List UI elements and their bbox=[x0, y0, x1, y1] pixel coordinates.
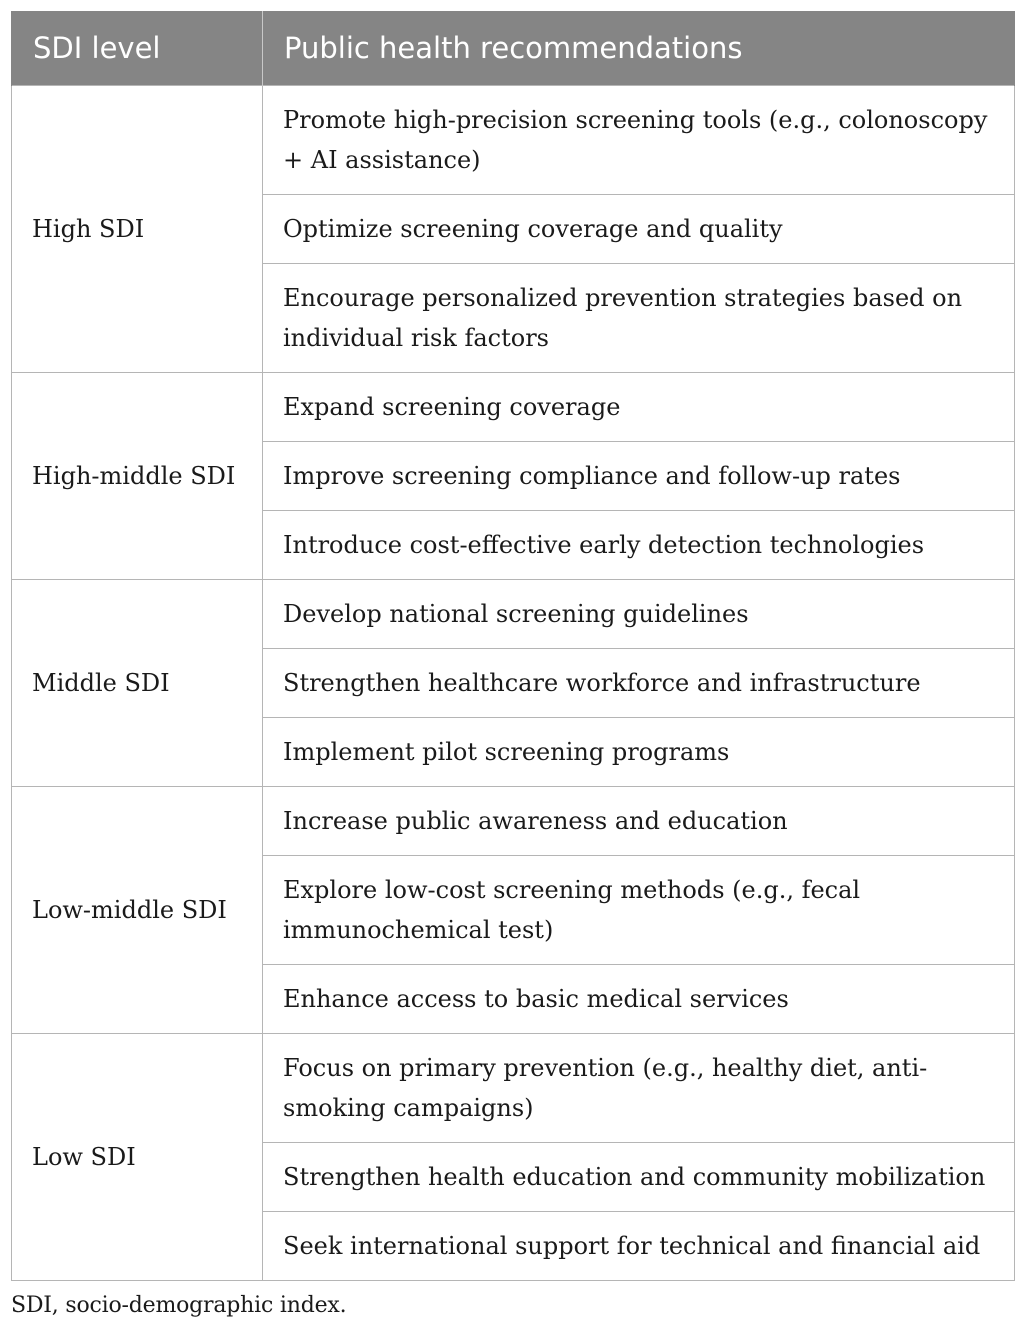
recommendation-cell: Increase public awareness and education bbox=[263, 787, 1015, 856]
recommendation-cell: Explore low-cost screening methods (e.g., fecal immunochemical test) bbox=[263, 856, 1015, 965]
recommendation-cell: Strengthen healthcare workforce and infrastructure bbox=[263, 649, 1015, 718]
recommendation-cell: Seek international support for technical and financial aid bbox=[263, 1212, 1015, 1281]
header-sdi-level: SDI level bbox=[12, 11, 263, 86]
recommendations-table-container bbox=[11, 11, 1014, 1281]
recommendation-cell: Promote high-precision screening tools (e.g., colonoscopy + AI assistance) bbox=[263, 86, 1015, 195]
recommendation-cell: Optimize screening coverage and quality bbox=[263, 195, 1015, 264]
sdi-level-cell: High-middle SDI bbox=[12, 373, 263, 580]
recommendation-cell: Improve screening compliance and follow-up rates bbox=[263, 442, 1015, 511]
recommendation-cell: Develop national screening guidelines bbox=[263, 580, 1015, 649]
recommendation-cell: Enhance access to basic medical services bbox=[263, 965, 1015, 1034]
header-recommendations: Public health recommendations bbox=[263, 11, 1015, 86]
recommendation-cell: Implement pilot screening programs bbox=[263, 718, 1015, 787]
sdi-level-cell: Middle SDI bbox=[12, 580, 263, 787]
table-row bbox=[12, 1034, 1015, 1143]
recommendation-cell: Strengthen health education and community mobilization bbox=[263, 1143, 1015, 1212]
recommendation-cell: Encourage personalized prevention strategies based on individual risk factors bbox=[263, 264, 1015, 373]
recommendation-cell: Focus on primary prevention (e.g., healthy diet, anti-smoking campaigns) bbox=[263, 1034, 1015, 1143]
table-row bbox=[12, 373, 1015, 442]
recommendation-cell: Introduce cost-effective early detection technologies bbox=[263, 511, 1015, 580]
sdi-level-cell: Low SDI bbox=[12, 1034, 263, 1281]
recommendation-cell: Expand screening coverage bbox=[263, 373, 1015, 442]
table-footnote: SDI, socio-demographic index. bbox=[11, 1293, 347, 1318]
sdi-level-cell: Low-middle SDI bbox=[12, 787, 263, 1034]
table-row bbox=[12, 86, 1015, 195]
table-row bbox=[12, 580, 1015, 649]
table-row bbox=[12, 787, 1015, 856]
recommendations-table bbox=[11, 11, 1015, 1281]
sdi-level-cell: High SDI bbox=[12, 86, 263, 373]
table-header-row bbox=[12, 11, 1015, 86]
